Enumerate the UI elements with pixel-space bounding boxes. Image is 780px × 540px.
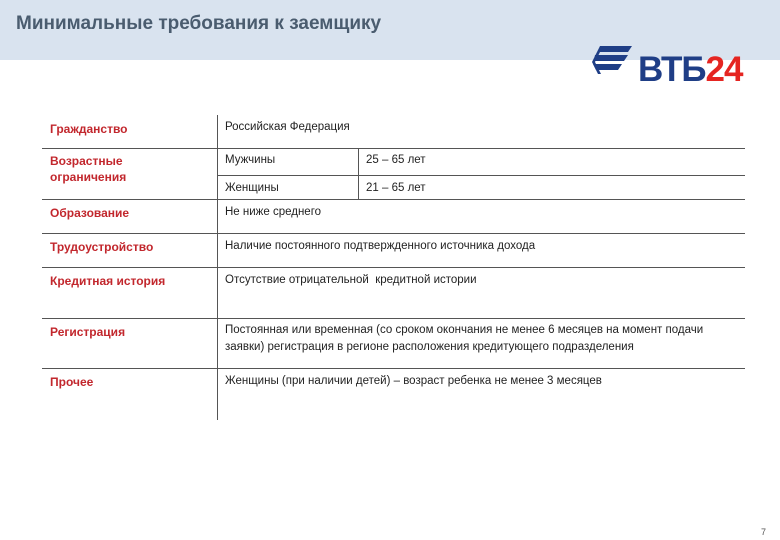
row-value-other: Женщины (при наличии детей) – возраст ребенка не менее 3 месяцев	[225, 375, 602, 387]
page-number: 7	[761, 527, 767, 537]
page-title: Минимальные требования к заемщику	[16, 13, 382, 34]
age-group-women: Женщины	[225, 182, 279, 194]
table-subrow-divider	[218, 175, 745, 176]
row-value-education: Не ниже среднего	[225, 206, 322, 218]
row-value-employment: Наличие постоянного подтвержденного источника дохода	[225, 240, 536, 252]
row-label-age: Возрастные ограничения	[50, 154, 127, 184]
age-range-men: 25 – 65 лет	[366, 154, 426, 166]
logo-wordmark: ВТБ24	[638, 50, 743, 89]
table-row-divider	[42, 267, 745, 268]
table-row-divider	[42, 368, 745, 369]
row-value-registration: Постоянная или временная (со сроком окончания не менее 6 месяцев на момент подачи заявки) регистрация в регионе расположения кредитующего подразделения	[225, 324, 704, 353]
row-label-education: Образование	[50, 206, 130, 220]
table-row-divider	[42, 233, 745, 234]
vtb24-logo	[586, 40, 766, 92]
row-label-registration: Регистрация	[50, 325, 126, 339]
row-label-citizenship: Гражданство	[50, 122, 128, 136]
row-label-other: Прочее	[50, 375, 94, 389]
vtb-emblem-icon	[588, 44, 634, 78]
table-row-divider	[42, 148, 745, 149]
row-value-credit-history: Отсутствие отрицательной кредитной истории	[225, 274, 477, 286]
row-label-credit-history: Кредитная история	[50, 274, 166, 288]
age-group-men: Мужчины	[225, 154, 276, 166]
table-divider-inner	[358, 149, 359, 199]
table-row-divider	[42, 199, 745, 200]
row-value-citizenship: Российская Федерация	[225, 121, 350, 133]
table-row-divider	[42, 318, 745, 319]
row-label-employment: Трудоустройство	[50, 240, 154, 254]
age-range-women: 21 – 65 лет	[366, 182, 426, 194]
